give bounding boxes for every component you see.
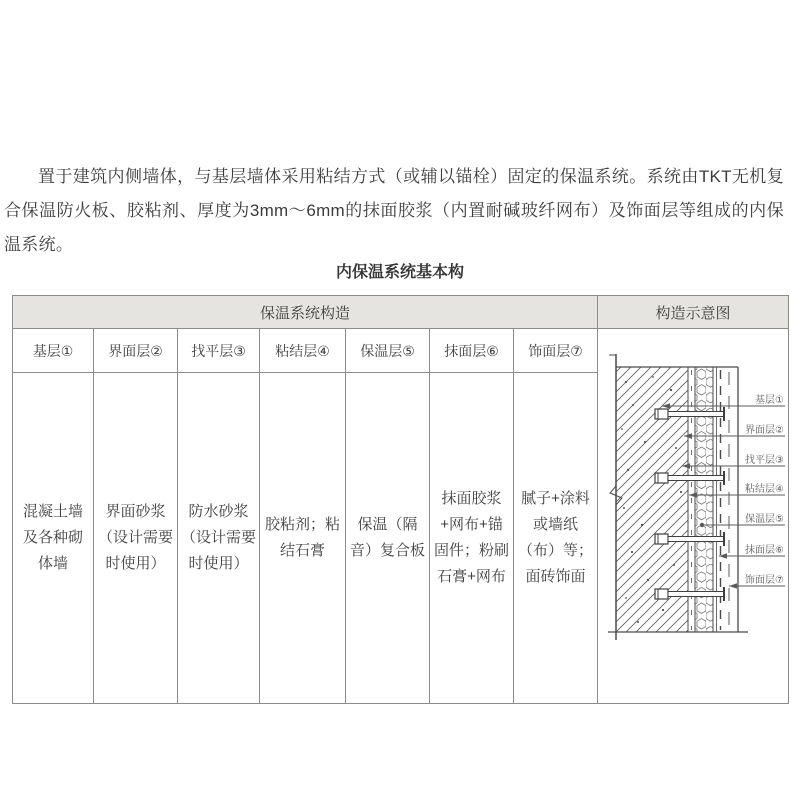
col-header-interface-layer: 界面层② [94,329,178,373]
anchor-bolt [655,587,724,601]
anchor-bolt [655,471,724,485]
diagram-label-insulation: 保温层⑤ [745,513,785,525]
cell-leveling-layer: 防水砂浆（设计需要时使用） [178,373,260,704]
construction-diagram [598,330,787,703]
diagram-label-bonding: 粘结层④ [745,483,785,495]
group-header-diagram: 构造示意图 [598,296,789,329]
table-title: 内保温系统基本构 [335,264,464,281]
anchor-bolt [655,532,724,546]
group-header-system-construction: 保温系统构造 [13,296,598,329]
diagram-label-leveling: 找平层③ [745,454,785,466]
table-column-header-row [13,329,789,373]
cell-interface-layer: 界面砂浆（设计需要时使用） [94,373,178,704]
table-group-header-row [13,296,789,329]
anchor-bolt [655,407,724,421]
col-header-render-layer: 抹面层⑥ [430,329,514,373]
intro-paragraph: 置于建筑内侧墙体，与基层墙体采用粘结方式（或辅以锚栓）固定的保温系统。系统由TKT无机复合保温防火板、胶粘剂、厚度为3mm～6mm的抹面胶浆（内置耐碱玻纤网布）及饰面层等组成的内保温系统。 [4,167,784,254]
construction-diagram-cell [598,329,789,704]
cell-render-layer: 抹面胶浆+网布+锚固件；粉刷石膏+网布 [430,373,514,704]
diagram-label-base: 基层① [755,394,785,406]
cell-bonding-layer: 胶粘剂；粘结石膏 [260,373,346,704]
col-header-bonding-layer: 粘结层④ [260,329,346,373]
col-header-leveling-layer: 找平层③ [178,329,260,373]
col-header-base-layer: 基层① [13,329,94,373]
diagram-label-interface: 界面层② [745,424,785,436]
wall-section [608,354,748,640]
diagram-label-render: 抹面层⑥ [745,544,785,556]
cell-finish-layer: 腻子+涂料或墙纸（布）等；面砖饰面 [514,373,598,704]
insulation-system-table [12,295,789,704]
cell-base-layer: 混凝土墙及各种砌体墙 [13,373,94,704]
col-header-finish-layer: 饰面层⑦ [514,329,598,373]
diagram-label-finish: 饰面层⑦ [745,574,785,586]
col-header-insulation-layer: 保温层⑤ [346,329,430,373]
cell-insulation-layer: 保温（隔音）复合板 [346,373,430,704]
